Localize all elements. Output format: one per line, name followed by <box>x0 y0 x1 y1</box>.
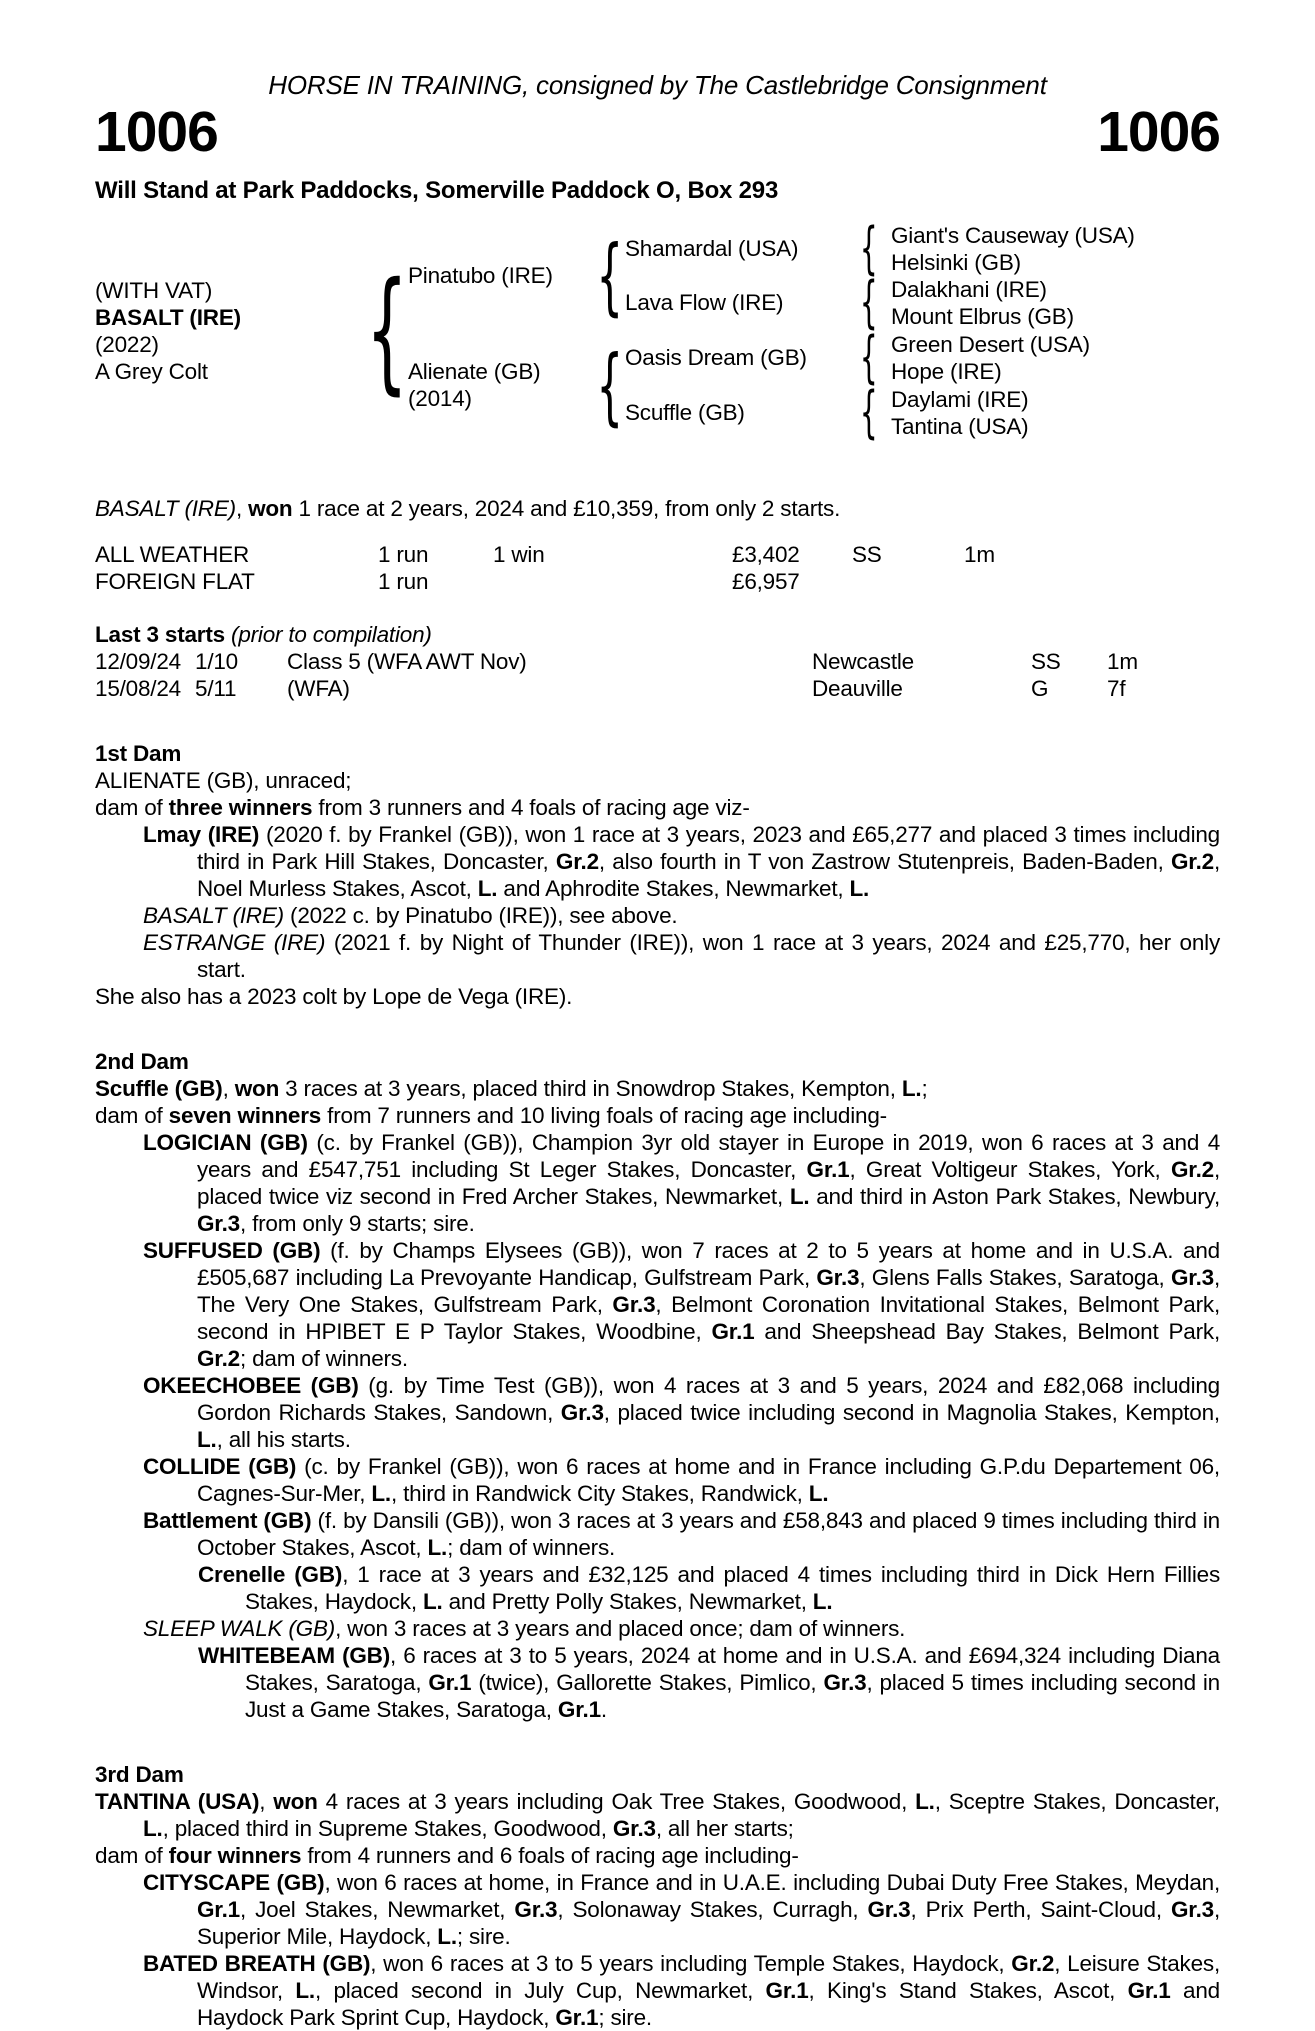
gen3-name: Dalakhani (IRE) <box>891 277 1047 302</box>
start-distance: 7f <box>1107 676 1126 701</box>
pedigree-paragraph: OKEECHOBEE (GB) (g. by Time Test (GB)), won 4 races at 3 and 5 years, 2024 and £82,068 including Gordon Richards Stakes, Sandown, Gr.3, placed twice including second in Magnolia Stakes, Kempton, L., all his starts. <box>143 1373 1220 1452</box>
pedigree-brace-gen3-2: { <box>859 270 878 335</box>
last-start-row <box>95 648 1220 675</box>
stats-category: ALL WEATHER <box>95 542 250 567</box>
race-stats-row <box>95 541 1220 568</box>
gen3-name: Tantina (USA) <box>891 414 1029 439</box>
pedigree-brace-dam: { <box>596 337 623 435</box>
section-heading: 3rd Dam <box>95 1762 184 1787</box>
stats-category: FOREIGN FLAT <box>95 569 255 594</box>
pedigree-paragraph: SLEEP WALK (GB), won 3 races at 3 years and placed once; dam of winners. <box>143 1616 906 1641</box>
pedigree-paragraph: She also has a 2023 colt by Lope de Vega (IRE). <box>95 984 573 1009</box>
start-going: SS <box>1031 649 1061 674</box>
consignment-title: HORSE IN TRAINING, consigned by The Castlebridge Consignment <box>268 70 1047 100</box>
pedigree-paragraph: Scuffle (GB), won 3 races at 3 years, placed third in Snowdrop Stakes, Kempton, L.; <box>95 1076 928 1101</box>
pedigree-paragraph: BATED BREATH (GB), won 6 races at 3 to 5 years including Temple Stakes, Haydock, Gr.2, Leisure Stakes, Windsor, L., placed second in July Cup, Newmarket, Gr.1, King's Stand Stakes, Ascot, Gr.1 and Haydock Park Sprint Cup, Haydock, Gr.1; sire. <box>143 1951 1220 2030</box>
lot-number-row <box>95 100 1220 164</box>
start-race: Class 5 (WFA AWT Nov) <box>287 649 527 674</box>
sire-sire: Shamardal (USA) <box>625 236 799 261</box>
pedigree-paragraph: Lmay (IRE) (2020 f. by Frankel (GB)), won 1 race at 3 years, 2023 and £65,277 and placed 3 times including third in Park Hill Stakes, Doncaster, Gr.2, also fourth in T von Zastrow Stutenpreis, Baden-Baden, Gr.2, Noel Murless Stakes, Ascot, L. and Aphrodite Stakes, Newmarket, L. <box>143 822 1220 901</box>
gen3-name: Daylami (IRE) <box>891 387 1029 412</box>
pedigree-brace-gen3-4: { <box>859 380 878 445</box>
start-race: (WFA) <box>287 676 350 701</box>
pedigree-paragraph: COLLIDE (GB) (c. by Frankel (GB)), won 6 races at home and in France including G.P.du Departement 06, Cagnes-Sur-Mer, L., third in Randwick City Stakes, Randwick, L. <box>143 1454 1220 1506</box>
pedigree-paragraph: dam of seven winners from 7 runners and 10 living foals of racing age including- <box>95 1103 887 1128</box>
colour-sex: A Grey Colt <box>95 359 208 384</box>
pedigree-paragraph: LOGICIAN (GB) (c. by Frankel (GB)), Champion 3yr old stayer in Europe in 2019, won 6 races at 3 and 4 years and £547,751 including St Leger Stakes, Doncaster, Gr.1, Great Voltigeur Stakes, York, Gr.2, placed twice viz second in Fred Archer Stakes, Newmarket, L. and third in Aston Park Stakes, Newbury, Gr.3, from only 9 starts; sire. <box>143 1130 1221 1236</box>
stand-note: Will Stand at Park Paddocks, Somerville Paddock O, Box 293 <box>95 177 779 204</box>
gen3-name: Giant's Causeway (USA) <box>891 223 1135 248</box>
pedigree-paragraph: CITYSCAPE (GB), won 6 races at home, in France and in U.A.E. including Dubai Duty Free Stakes, Meydan, Gr.1, Joel Stakes, Newmarket, Gr.3, Solonaway Stakes, Curragh, Gr.3, Prix Perth, Saint-Cloud, Gr.3, Superior Mile, Haydock, L.; sire. <box>143 1870 1220 1949</box>
third-dam-section <box>95 1761 1220 2031</box>
gen3-name: Green Desert (USA) <box>891 332 1090 357</box>
pedigree-paragraph: Crenelle (GB), 1 race at 3 years and £32,125 and placed 4 times including third in Dick Hern Fillies Stakes, Haydock, L. and Pretty Polly Stakes, Newmarket, L. <box>198 1562 1220 1614</box>
stats-runs: 1 run <box>378 542 429 567</box>
pedigree-paragraph: dam of four winners from 4 runners and 6 foals of racing age including- <box>95 1843 799 1868</box>
start-going: G <box>1031 676 1049 701</box>
section-paragraphs <box>95 1788 1220 2031</box>
sire-dam: Lava Flow (IRE) <box>625 290 784 315</box>
second-dam-section <box>95 1048 1220 1723</box>
section-paragraphs <box>95 1075 1220 1723</box>
section-paragraphs <box>95 767 1220 1010</box>
stats-runs: 1 run <box>378 569 429 594</box>
start-course: Newcastle <box>812 649 914 674</box>
dam-dam: Scuffle (GB) <box>625 400 745 425</box>
lot-number-left: 1006 <box>95 100 218 164</box>
pedigree-paragraph: ALIENATE (GB), unraced; <box>95 768 352 793</box>
sire-name: Pinatubo (IRE) <box>408 263 553 288</box>
start-position: 1/10 <box>195 649 238 674</box>
start-position: 5/11 <box>195 676 237 701</box>
pedigree-paragraph: SUFFUSED (GB) (f. by Champs Elysees (GB)), won 7 races at 2 to 5 years at home and in U.S.A. and £505,687 including La Prevoyante Handicap, Gulfstream Park, Gr.3, Glens Falls Stakes, Saratoga, Gr.3, The Very One Stakes, Gulfstream Park, Gr.3, Belmont Coronation Invitational Stakes, Belmont Park, second in HPIBET E P Taylor Stakes, Woodbine, Gr.1 and Sheepshead Bay Stakes, Belmont Park, Gr.2; dam of winners. <box>143 1238 1221 1371</box>
pedigree-paragraph: Battlement (GB) (f. by Dansili (GB)), won 3 races at 3 years and £58,843 and placed 9 times including third in October Stakes, Ascot, L.; dam of winners. <box>143 1508 1220 1560</box>
first-dam-section <box>95 740 1220 1010</box>
start-course: Deauville <box>812 676 903 701</box>
pedigree-tree <box>95 214 1220 449</box>
stats-wins: 1 win <box>493 542 545 567</box>
last-starts-title: Last 3 starts <box>95 622 225 647</box>
dam-year: (2014) <box>408 386 472 411</box>
dam-name: Alienate (GB) <box>408 359 541 384</box>
start-date: 12/09/24 <box>95 649 181 674</box>
gen3-name: Hope (IRE) <box>891 359 1002 384</box>
stats-earnings: £3,402 <box>732 542 800 567</box>
gen3-name: Helsinki (GB) <box>891 250 1021 275</box>
stats-going: SS <box>852 542 882 567</box>
race-stats-table <box>95 541 1220 595</box>
pedigree-paragraph: ESTRANGE (IRE) (2021 f. by Night of Thunder (IRE)), won 1 race at 3 years, 2024 and £25,770, her only start. <box>143 930 1220 982</box>
race-stats-row <box>95 568 1220 595</box>
last-starts-qualifier: (prior to compilation) <box>224 622 432 647</box>
pedigree-brace-sire: { <box>596 227 623 325</box>
last-starts-section <box>95 621 1220 702</box>
pedigree-paragraph: BASALT (IRE) (2022 c. by Pinatubo (IRE)), see above. <box>143 903 678 928</box>
stats-earnings: £6,957 <box>732 569 800 594</box>
vat-note: (WITH VAT) <box>95 278 213 303</box>
race-record-summary: BASALT (IRE), won 1 race at 2 years, 2024 and £10,359, from only 2 starts. <box>95 496 841 521</box>
pedigree-brace-gen3-1: { <box>859 216 878 281</box>
section-heading: 1st Dam <box>95 741 182 766</box>
pedigree-paragraph: dam of three winners from 3 runners and 4 foals of racing age viz- <box>95 795 750 820</box>
page-content <box>95 70 1220 2031</box>
start-date: 15/08/24 <box>95 676 181 701</box>
last-start-row <box>95 675 1220 702</box>
last-starts-heading <box>95 621 1220 648</box>
lot-number-right: 1006 <box>1097 100 1220 164</box>
start-distance: 1m <box>1107 649 1138 674</box>
pedigree-brace-large: { <box>365 254 408 408</box>
dam-sire: Oasis Dream (GB) <box>625 345 807 370</box>
pedigree-paragraph: WHITEBEAM (GB), 6 races at 3 to 5 years, 2024 at home and in U.S.A. and £694,324 including Diana Stakes, Saratoga, Gr.1 (twice), Gallorette Stakes, Pimlico, Gr.3, placed 5 times including second in Just a Game Stakes, Saratoga, Gr.1. <box>198 1643 1220 1722</box>
stats-distance: 1m <box>964 542 995 567</box>
section-heading: 2nd Dam <box>95 1049 189 1074</box>
gen3-name: Mount Elbrus (GB) <box>891 304 1074 329</box>
pedigree-brace-gen3-3: { <box>859 325 878 390</box>
pedigree-paragraph: TANTINA (USA), won 4 races at 3 years including Oak Tree Stakes, Goodwood, L., Sceptre Stakes, Doncaster, L., placed third in Supreme Stakes, Goodwood, Gr.3, all her starts; <box>95 1789 1220 1841</box>
foal-year: (2022) <box>95 332 159 357</box>
horse-name: BASALT (IRE) <box>95 305 241 330</box>
